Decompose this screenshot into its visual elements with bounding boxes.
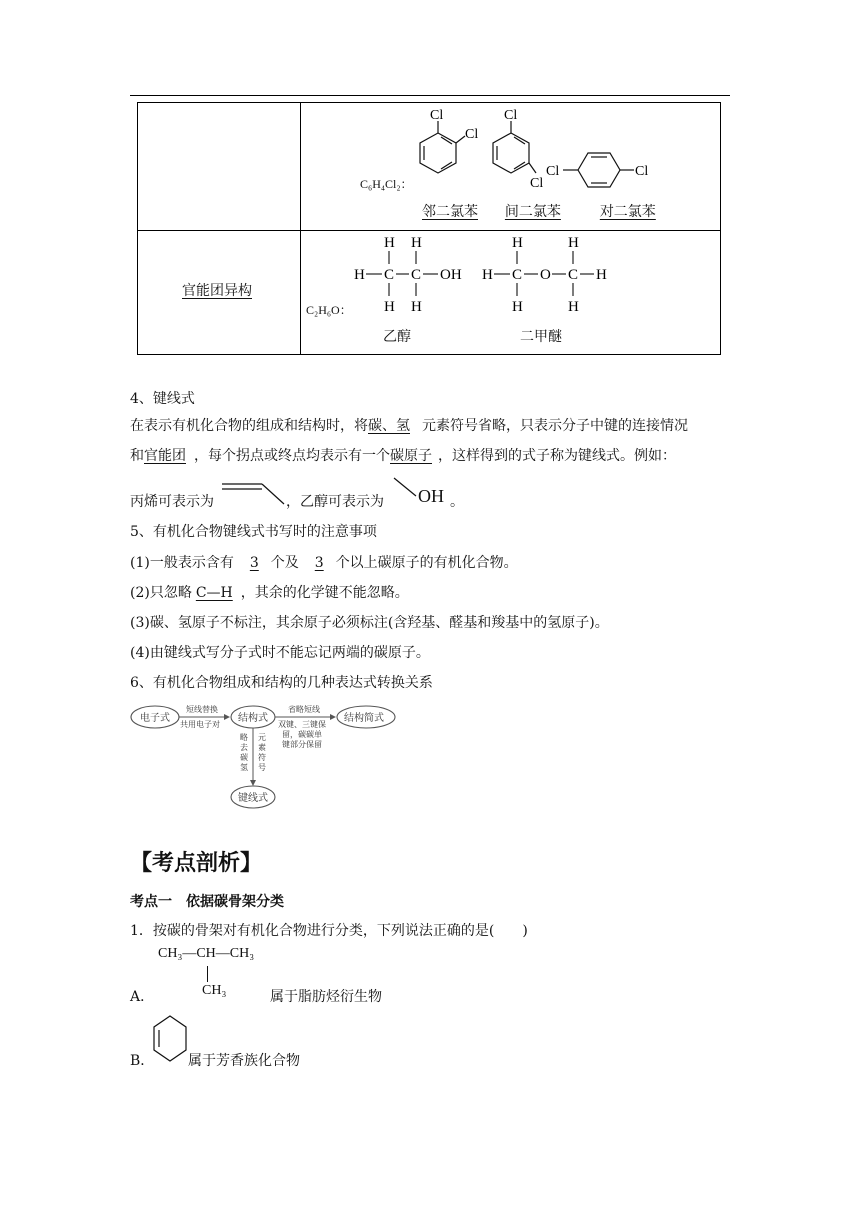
question-1: 1．按碳的骨架对有机化合物进行分类，下列说法正确的是( ) [130, 923, 528, 939]
svg-text:H: H [596, 267, 607, 283]
option-a-text: 属于脂肪烃衍生物 [270, 989, 382, 1005]
blank-carbon-hydrogen: 碳、氢 [368, 418, 410, 434]
row2-formula: C₂H₆O： [306, 303, 352, 317]
section5-item2: (2)只忽略 C—H ，其余的化学键不能忽略。 [130, 585, 409, 601]
down-right-2: 素 [258, 743, 266, 752]
meta-cl-1: Cl [504, 108, 518, 123]
node-skeletal-formula: 键线式 [238, 793, 268, 804]
option-a-bond [207, 966, 208, 982]
arrow2-bottom-label-2: 留，碳碳单 [282, 730, 322, 739]
svg-text:C: C [411, 267, 422, 283]
svg-text:H: H [512, 299, 523, 315]
svg-text:H: H [384, 299, 395, 315]
svg-text:H: H [568, 235, 579, 251]
blank-three-2: 3 [314, 555, 324, 571]
row2-label: 官能团异构 [182, 283, 252, 299]
row1-names [422, 202, 656, 222]
blank-carbon-atom: 碳原子 [390, 448, 432, 464]
down-left-2: 去 [240, 743, 248, 752]
svg-text:H: H [384, 235, 395, 251]
ethanol-structure [348, 231, 478, 321]
option-b-label: B． [130, 1053, 155, 1069]
section4-heading: 4、键线式 [130, 391, 195, 407]
svg-text:H: H [354, 267, 365, 283]
ortho-cl-1: Cl [430, 108, 444, 123]
down-left-4: 氢 [240, 763, 248, 772]
node-structural-formula: 结构式 [238, 713, 268, 724]
option-b-cyclohexene-structure [150, 1012, 190, 1076]
section6-heading: 6、有机化合物组成和结构的几种表达式转换关系 [130, 675, 433, 691]
svg-text:OH: OH [440, 267, 462, 283]
table-col-divider [300, 103, 301, 354]
meta-dichlorobenzene-structure [493, 121, 536, 173]
section5-heading: 5、有机化合物键线式书写时的注意事项 [130, 524, 377, 540]
arrow1-bottom-label: 共用电子对 [180, 720, 220, 729]
svg-text:C: C [512, 267, 523, 283]
section4-example-end: 。 [450, 494, 464, 510]
svg-text:O: O [540, 267, 551, 283]
ortho-cl-2: Cl [465, 127, 479, 142]
name-meta: 间二氯苯 [504, 204, 561, 220]
svg-text:H: H [411, 299, 422, 315]
name-ethanol: 乙醇 [383, 329, 411, 345]
svg-text:H: H [568, 299, 579, 315]
name-para: 对二氯苯 [599, 204, 656, 220]
propene-skeletal-formula [220, 478, 288, 508]
para-dichlorobenzene-structure [563, 153, 634, 187]
node-electron-formula: 电子式 [140, 713, 170, 724]
svg-text:H: H [512, 235, 523, 251]
name-dimethyl-ether: 二甲醚 [520, 329, 562, 345]
section5-item1: (1)一般表示含有 3 个及 3 个以上碳原子的有机化合物。 [130, 555, 518, 571]
para-cl-1: Cl [546, 164, 560, 179]
arrow2-top-label: 省略短线 [288, 705, 320, 714]
section5-item3: (3)碳、氢原子不标注，其余原子必须标注(含羟基、醛基和羧基中的氢原子)。 [130, 615, 609, 631]
svg-text:H: H [411, 235, 422, 251]
ethanol-skeletal-oh: OH [418, 486, 444, 506]
svg-text:H: H [482, 267, 493, 283]
option-a-struct-bottom: CH₃ [202, 983, 227, 998]
analysis-point1: 考点一 依据碳骨架分类 [130, 894, 284, 910]
name-ortho: 邻二氯苯 [422, 204, 478, 220]
svg-text:C: C [384, 267, 395, 283]
meta-cl-2: Cl [530, 176, 544, 191]
svg-text:C: C [568, 267, 579, 283]
isomer-table [137, 102, 721, 355]
blank-c-h-bond: C—H [195, 585, 233, 601]
para-cl-2: Cl [635, 164, 649, 179]
formula-conversion-diagram [128, 700, 408, 812]
section4-example-ethanol: ，乙醇可表示为 [286, 494, 384, 510]
node-condensed-formula: 结构简式 [344, 713, 384, 724]
arrow1-top-label: 短线替换 [186, 705, 218, 714]
row1-formula: C₆H₄Cl₂： [360, 177, 413, 191]
down-right-1: 元 [258, 733, 266, 742]
blank-three-1: 3 [249, 555, 259, 571]
section4-example-propene: 丙烯可表示为 [130, 494, 214, 510]
dimethyl-ether-structure [478, 231, 618, 321]
option-a-struct-top: CH₃—CH—CH₃ [158, 946, 255, 961]
down-right-4: 号 [258, 763, 266, 772]
dichlorobenzene-structures [408, 103, 698, 203]
down-left-3: 碳 [240, 753, 248, 762]
blank-functional-group: 官能团 [144, 448, 186, 464]
option-b-text: 属于芳香族化合物 [188, 1053, 300, 1069]
section5-item4: (4)由键线式写分子式时不能忘记两端的碳原子。 [130, 645, 430, 661]
down-left-1: 略 [240, 733, 248, 742]
analysis-title: 【考点剖析】 [130, 850, 263, 876]
header-rule [130, 95, 730, 96]
down-right-3: 符 [258, 753, 266, 762]
section4-para-line2: 和官能团 ，每个拐点或终点均表示有一个碳原子 ，这样得到的式子称为键线式。例如： [130, 448, 676, 464]
option-a-label: A． [130, 989, 155, 1005]
arrow2-bottom-label-1: 双键、三键保 [278, 720, 326, 729]
ortho-dichlorobenzene-structure [420, 121, 465, 173]
section4-para-line1: 在表示有机化合物的组成和结构时，将碳、氢 元素符号省略，只表示分子中键的连接情况 [130, 418, 688, 434]
arrow2-bottom-label-3: 键部分保留 [282, 740, 322, 749]
